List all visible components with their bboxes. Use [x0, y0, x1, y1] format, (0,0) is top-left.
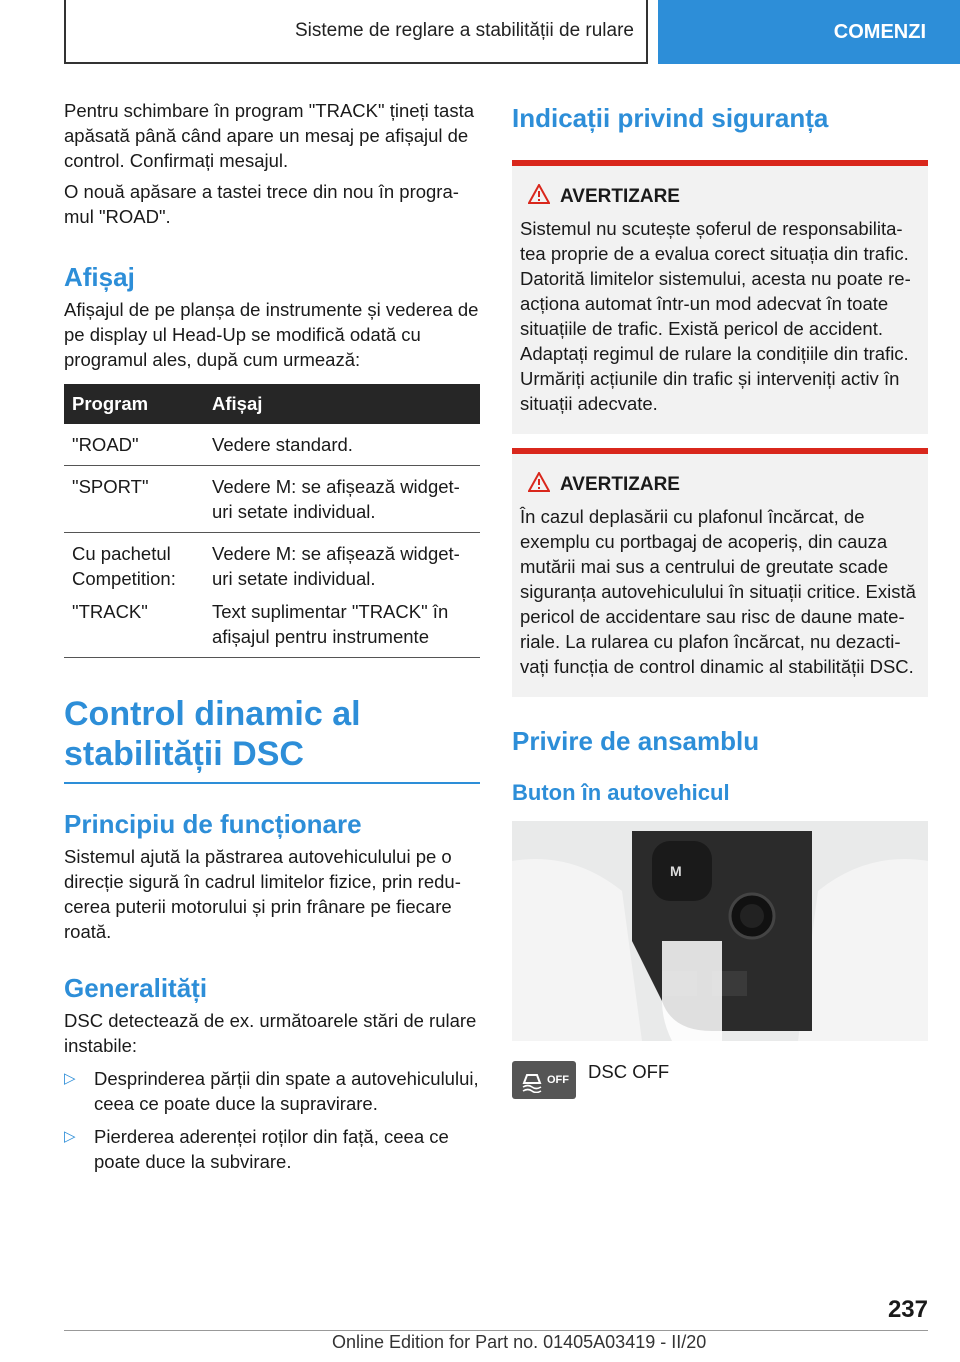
- cell-afisaj: Text suplimentar "TRACK" în afișajul pentru instrumente: [204, 599, 480, 658]
- table-header: [64, 384, 480, 424]
- dsc-off-icon: [512, 1061, 576, 1099]
- program-table: [64, 384, 480, 658]
- warning-box-2: [512, 448, 928, 697]
- warning-text: Sistemul nu scutește șoferul de responsabilitatea proprie de a evalua corect situația din trafic. Datorită limitelor sistemului, acesta nu poate reacționa automat într-un mod adecvat în toate situațiile de trafic. Există pericol de accident. Adaptați regimul de rulare la condițiile din trafic. Urmăriți acțiunile din trafic și interveniți activ în situații adecvate.: [520, 218, 911, 414]
- cell-program: "ROAD": [64, 424, 204, 466]
- table-row: [64, 533, 480, 600]
- footer-divider: [64, 1330, 928, 1331]
- page-number: 237: [887, 1296, 928, 1323]
- list-item: [64, 1066, 480, 1116]
- generalitati-text: DSC detectează de ex. următoarele stări de rulare instabile:: [64, 1010, 477, 1056]
- afisaj-heading: Afișaj: [64, 262, 135, 292]
- warning-text: În cazul deplasării cu plafonul încărcat, de exemplu cu portbagaj de acoperiș, din cauza mutării mai sus a centrului de greutate scade siguranța autovehiculului în situații critice. Există pericol de accidentare sau risc de daune materiale. La rularea cu plafon încărcat, nu dezactivați funcția de control dinamic al stabilității DSC.: [520, 506, 916, 677]
- button-heading: Buton în autovehicul: [512, 780, 730, 805]
- warning-title: AVERTIZARE: [560, 474, 680, 495]
- warning-box-1: [512, 160, 928, 434]
- warning-title-row: [528, 472, 920, 498]
- principiu-heading: Principiu de funcționare: [64, 809, 362, 839]
- chapter-tab-label: COMENZI: [833, 20, 926, 43]
- right-column: [512, 98, 928, 1099]
- bullet-text: Desprinderea părții din spate a autovehiculului, ceea ce poate duce la supravirare.: [94, 1068, 479, 1114]
- dsc-heading: Control dinamic al stabilității DSC: [64, 695, 361, 773]
- dsc-heading-rule: [64, 782, 480, 784]
- warning-title: AVERTIZARE: [560, 186, 680, 207]
- warning-triangle-icon: [528, 472, 550, 498]
- afisaj-text: Afișajul de pe planșa de instrumente și vederea de pe display ul Head-Up se modifică odată cu programul ales, după cum urmează:: [64, 299, 479, 370]
- table-row: [64, 466, 480, 533]
- principiu-text: Sistemul ajută la păstrarea autovehiculului pe o direcție sigură în cadrul limitelor fizice, prin reducerea puterii motorului și prin frânare pe fiecare roată.: [64, 846, 461, 942]
- generalitati-heading: Generalități: [64, 973, 208, 1003]
- cell-afisaj: Vedere standard.: [204, 424, 480, 466]
- bullet-text: Pierderea aderenței roților din față, ceea ce poate duce la subvirare.: [94, 1126, 449, 1172]
- cell-program: Cu pachetul Competition:: [72, 543, 176, 589]
- cell-program: "TRACK": [64, 599, 204, 658]
- col-program-header: Program: [64, 384, 204, 424]
- cell-afisaj: Vedere M: se afișează widget-uri setate individual.: [212, 543, 460, 589]
- warning-triangle-icon: [528, 184, 550, 210]
- triangle-bullet-icon: ▷: [64, 1128, 76, 1145]
- cell-afisaj: Vedere M: se afișează widget-uri setate individual.: [204, 466, 480, 533]
- dsc-off-icon-text: OFF: [547, 1074, 569, 1086]
- col-afisaj-header: Afișaj: [204, 384, 480, 424]
- running-header: [64, 0, 648, 64]
- dsc-off-label: DSC OFF: [588, 1061, 670, 1082]
- dsc-off-legend: [512, 1061, 928, 1099]
- edition-note: Online Edition for Part no. 01405A03419 - II/20: [332, 1332, 707, 1352]
- intro-paragraph-1: Pentru schimbare în program "TRACK" țineți tasta apăsată până când apare un mesaj pe afișajul de control. Confirmați mesajul.: [64, 100, 475, 171]
- cell-program: "SPORT": [64, 466, 204, 533]
- left-column: [64, 98, 480, 1174]
- table-row: [64, 599, 480, 658]
- chapter-tab[interactable]: [658, 0, 960, 64]
- list-item: [64, 1124, 480, 1174]
- triangle-bullet-icon: ▷: [64, 1070, 76, 1087]
- intro-paragraph-2: O nouă apăsare a tastei trece din nou în programul "ROAD".: [64, 181, 459, 227]
- overview-heading: Privire de ansamblu: [512, 726, 760, 756]
- svg-text:M: M: [670, 863, 682, 879]
- warning-title-row: [528, 184, 920, 210]
- safety-heading: Indicații privind siguranța: [512, 103, 829, 133]
- center-console-photo: [512, 821, 928, 1041]
- section-title: Sisteme de reglare a stabilității de rulare: [294, 20, 634, 41]
- table-row: [64, 424, 480, 466]
